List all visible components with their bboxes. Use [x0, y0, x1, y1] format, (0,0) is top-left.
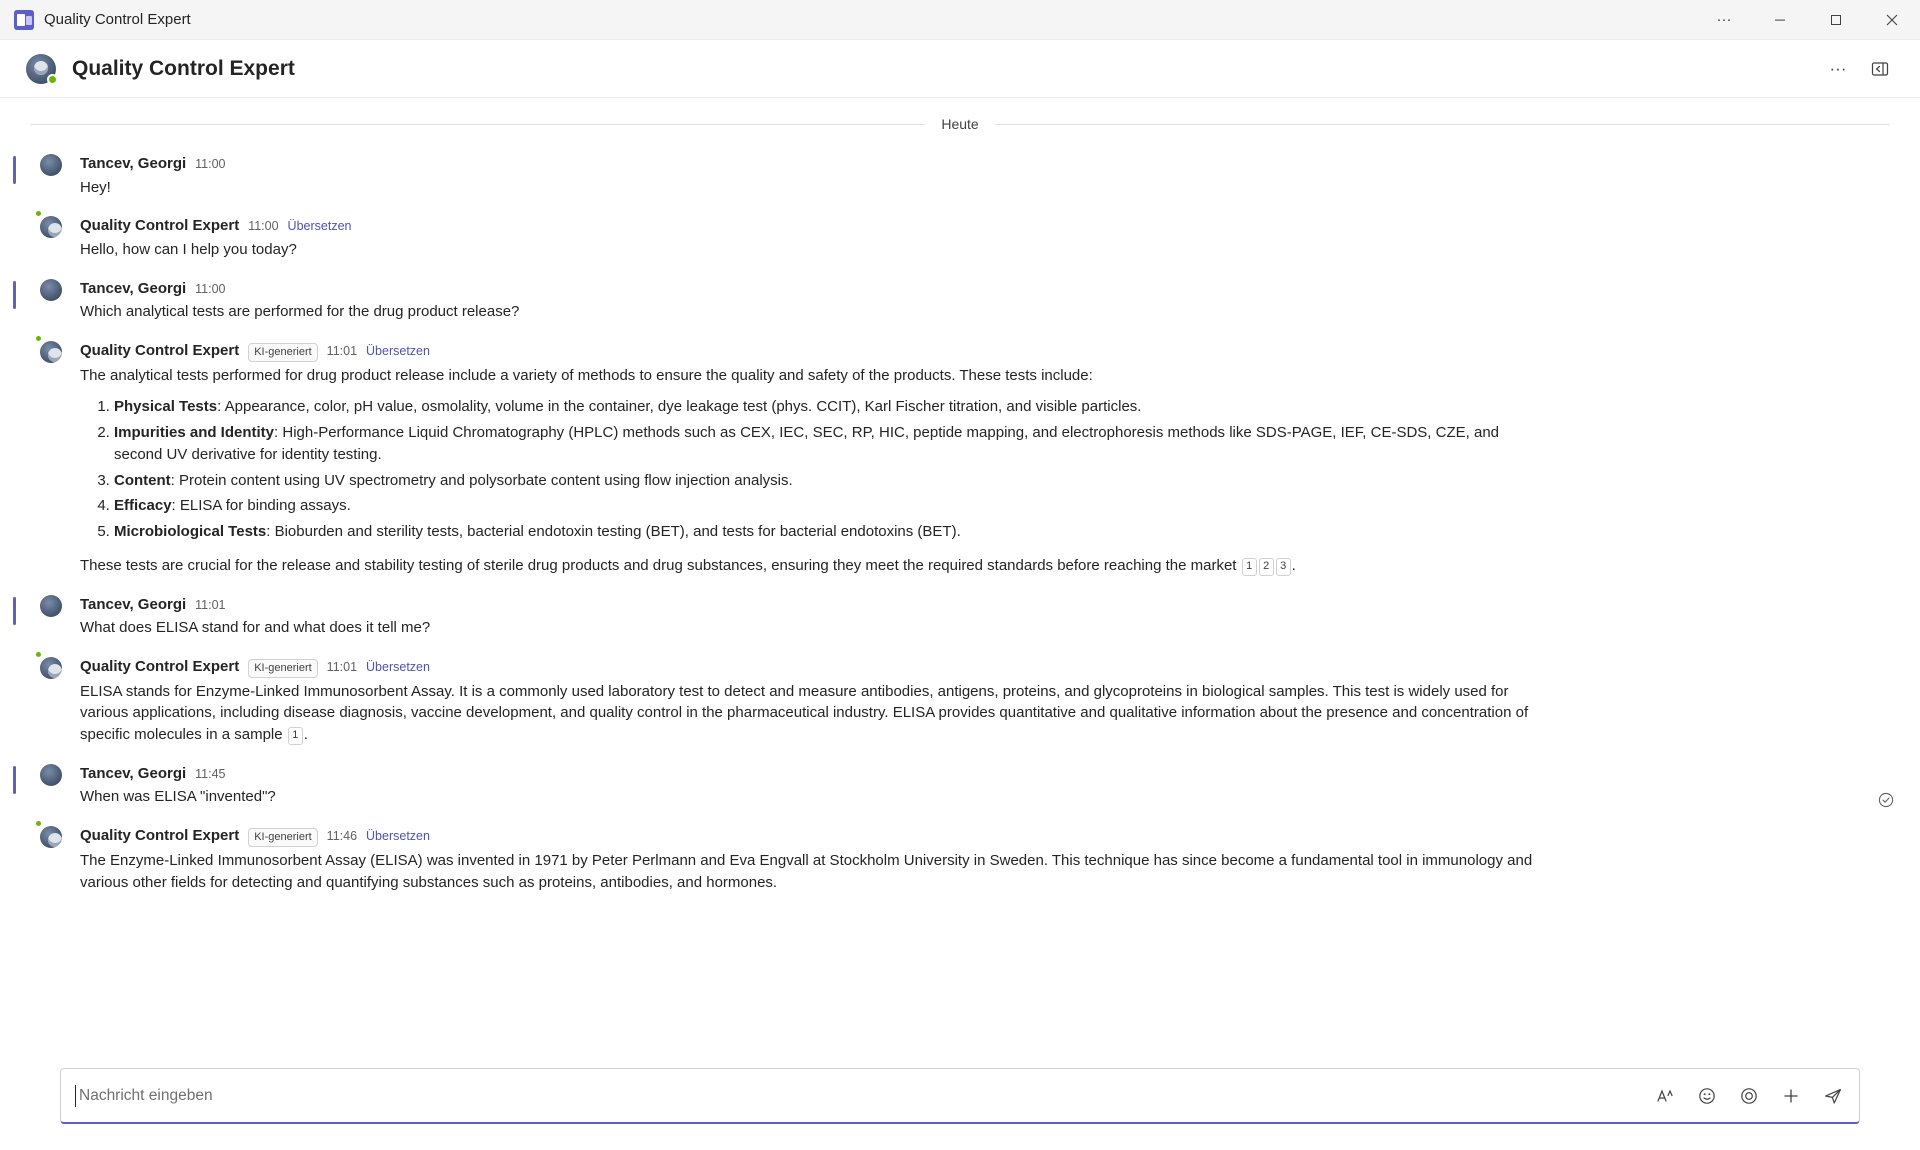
list-item-text: : Protein content using UV spectrometry and polysorbate content using flow injection analysis.: [170, 471, 793, 489]
translate-link[interactable]: Übersetzen: [366, 659, 430, 674]
user-avatar-image: [40, 154, 62, 176]
text-caret: [75, 1085, 76, 1107]
message-header: [80, 764, 1880, 784]
send-icon[interactable]: [1819, 1082, 1847, 1110]
message-timestamp: 11:00: [195, 281, 226, 296]
presence-available-badge: [34, 650, 43, 659]
message-input[interactable]: [77, 1069, 1641, 1122]
window-title: Quality Control Expert: [44, 11, 191, 28]
message-author: Tancev, Georgi: [80, 155, 187, 172]
message-text: Hey!: [80, 178, 111, 196]
day-divider-label: Heute: [941, 116, 979, 132]
bot-avatar-image: [40, 341, 62, 363]
list-item-text: : High-Performance Liquid Chromatography (HPLC) methods such as CEX, IEC, SEC, RP, HIC, peptide mapping, and electrophoresis methods like SDS-PAGE, IEF, CE-SDS, CZE, and second UV derivative for identity testing.: [114, 424, 1499, 463]
message-timestamp: 11:00: [248, 219, 279, 234]
list-item: [114, 470, 1540, 492]
message-item[interactable]: [0, 273, 1920, 329]
user-avatar-image: [40, 279, 62, 301]
message-body: [80, 301, 1540, 323]
page-title: Quality Control Expert: [72, 56, 295, 80]
message-header: [80, 826, 1880, 847]
ai-generated-badge: KI-generiert: [248, 828, 317, 847]
open-side-panel-icon[interactable]: [1862, 51, 1898, 87]
list-item-term: Microbiological Tests: [114, 523, 267, 541]
message-author: Quality Control Expert: [80, 217, 240, 235]
presence-available-badge: [34, 334, 43, 343]
message-author: Tancev, Georgi: [80, 279, 187, 297]
emoji-icon[interactable]: [1693, 1082, 1721, 1110]
list-item: [114, 495, 1540, 517]
message-text: When was ELISA "invented"?: [80, 788, 276, 806]
citation-ref[interactable]: 1: [1242, 558, 1257, 576]
message-body: [80, 681, 1540, 746]
list-item-term: Impurities and Identity: [114, 424, 275, 442]
message-body: [80, 850, 1540, 894]
composer[interactable]: [60, 1068, 1860, 1124]
message-text: ELISA stands for Enzyme-Linked Immunosorbent Assay. It is a commonly used laboratory test to detect and measure antibodies, antigens, proteins, and glycoproteins in biological samples. This test is widely used for various applications, including disease diagnosis, vaccine development, and quality control in the pharmaceutical industry. ELISA provides quantitative and qualitative information about the presence and concentration of specific molecules in a sample: [80, 682, 1529, 744]
message-author: Quality Control Expert: [80, 341, 240, 359]
message-header: [80, 216, 1880, 236]
message-intro-text: The analytical tests performed for drug product release include a variety of methods to ensure the quality and safety of the products. These tests include:: [80, 366, 1093, 384]
app-header: [0, 40, 1920, 98]
message-timestamp: 11:01: [195, 597, 226, 612]
message-timestamp: 11:00: [195, 157, 226, 171]
message-text: What does ELISA stand for and what does it tell me?: [80, 619, 431, 637]
user-avatar-image: [40, 595, 62, 617]
user-avatar-image: [40, 764, 62, 786]
message-header: [80, 341, 1880, 362]
message-author: Tancev, Georgi: [80, 595, 187, 613]
message-body: [80, 617, 1540, 639]
message-body: [80, 177, 1540, 199]
message-item[interactable]: [0, 148, 1920, 204]
message-author: Tancev, Georgi: [80, 764, 187, 782]
message-header: [80, 657, 1880, 678]
read-receipt-icon: [1878, 792, 1894, 808]
message-timestamp: 11:46: [326, 829, 358, 844]
outro-end: .: [1291, 556, 1296, 574]
window-more-button[interactable]: ···: [1716, 11, 1732, 28]
plus-icon[interactable]: [1777, 1082, 1805, 1110]
message-author: Quality Control Expert: [80, 827, 240, 845]
citation-ref[interactable]: 3: [1276, 558, 1291, 576]
header-actions: [1820, 51, 1898, 87]
message-author: Quality Control Expert: [80, 657, 240, 675]
list-item: [114, 521, 1540, 543]
message-header: [80, 595, 1880, 615]
message-outro-text: [80, 555, 1540, 577]
message-item[interactable]: [0, 210, 1920, 266]
composer-actions: [1641, 1082, 1847, 1110]
message-item[interactable]: [0, 589, 1920, 645]
translate-link[interactable]: Übersetzen: [366, 829, 430, 844]
message-item[interactable]: [0, 651, 1920, 752]
bot-avatar-image: [40, 657, 62, 679]
message-body: [80, 365, 1540, 577]
header-more-button[interactable]: ···: [1829, 58, 1847, 78]
message-timestamp: 11:01: [326, 659, 358, 674]
message-body: [80, 786, 1540, 808]
format-icon[interactable]: [1651, 1082, 1679, 1110]
bot-avatar-image: [40, 826, 62, 848]
translate-link[interactable]: Übersetzen: [287, 219, 352, 234]
citation-ref[interactable]: 2: [1259, 558, 1274, 576]
message-text: Which analytical tests are performed for the drug product release?: [80, 303, 520, 320]
presence-available-badge: [34, 209, 43, 218]
day-divider: [0, 98, 1920, 142]
presence-available-badge: [47, 74, 58, 85]
list-item-term: Physical Tests: [114, 398, 218, 416]
message-text: Hello, how can I help you today?: [80, 240, 297, 258]
window-close-button[interactable]: [1864, 0, 1920, 40]
list-item: [114, 396, 1540, 418]
message-list[interactable]: [0, 98, 1920, 1040]
translate-link[interactable]: Übersetzen: [366, 343, 430, 358]
message-header: [80, 279, 1880, 299]
message-body: [80, 239, 1540, 261]
list-item-text: : ELISA for binding assays.: [171, 497, 351, 515]
titlebar-controls: [1696, 0, 1920, 39]
message-header: [80, 154, 1880, 174]
presence-available-badge: [34, 819, 43, 828]
answer-list: [80, 396, 1540, 543]
teams-icon: [14, 10, 34, 30]
message-text-end: .: [303, 726, 308, 744]
list-item: [114, 422, 1540, 466]
bot-avatar-image: [40, 216, 62, 238]
message-item[interactable]: [0, 820, 1920, 899]
divider-line-right: [995, 124, 1890, 125]
list-item-term: Efficacy: [114, 497, 172, 515]
titlebar-left: [0, 10, 191, 30]
composer-area: [0, 1058, 1920, 1150]
window-minimize-button[interactable]: [1752, 0, 1808, 40]
message-item[interactable]: [0, 758, 1920, 814]
list-item-text: : Appearance, color, pH value, osmolality, volume in the container, dye leakage test (phys. CCIT), Karl Fischer titration, and visible particles.: [217, 398, 1142, 416]
ai-generated-badge: KI-generiert: [248, 659, 317, 678]
sticker-icon[interactable]: [1735, 1082, 1763, 1110]
outro-text: These tests are crucial for the release and stability testing of sterile drug products and drug substances, ensuring they meet the required standards before reaching the market: [80, 556, 1237, 574]
header-avatar: [26, 54, 56, 84]
message-text-wrap: [80, 681, 1540, 746]
message-text: The Enzyme-Linked Immunosorbent Assay (ELISA) was invented in 1971 by Peter Perlmann and Eva Engvall at Stockholm University in Sweden. This technique has since become a fundamental tool in immunology and various other fields for detecting and quantifying substances such as proteins, antibodies, and hormones.: [80, 852, 1533, 891]
list-item-term: Content: [114, 471, 171, 489]
ai-generated-badge: KI-generiert: [248, 343, 317, 362]
window-titlebar: [0, 0, 1920, 40]
list-item-text: : Bioburden and sterility tests, bacterial endotoxin testing (BET), and tests for bacterial endotoxins (BET).: [266, 523, 961, 541]
divider-line-left: [30, 124, 925, 125]
window-maximize-button[interactable]: [1808, 0, 1864, 40]
message-timestamp: 11:45: [195, 766, 226, 781]
message-timestamp: 11:01: [326, 343, 358, 358]
message-item[interactable]: [0, 335, 1920, 583]
citation-ref[interactable]: 1: [288, 727, 303, 745]
